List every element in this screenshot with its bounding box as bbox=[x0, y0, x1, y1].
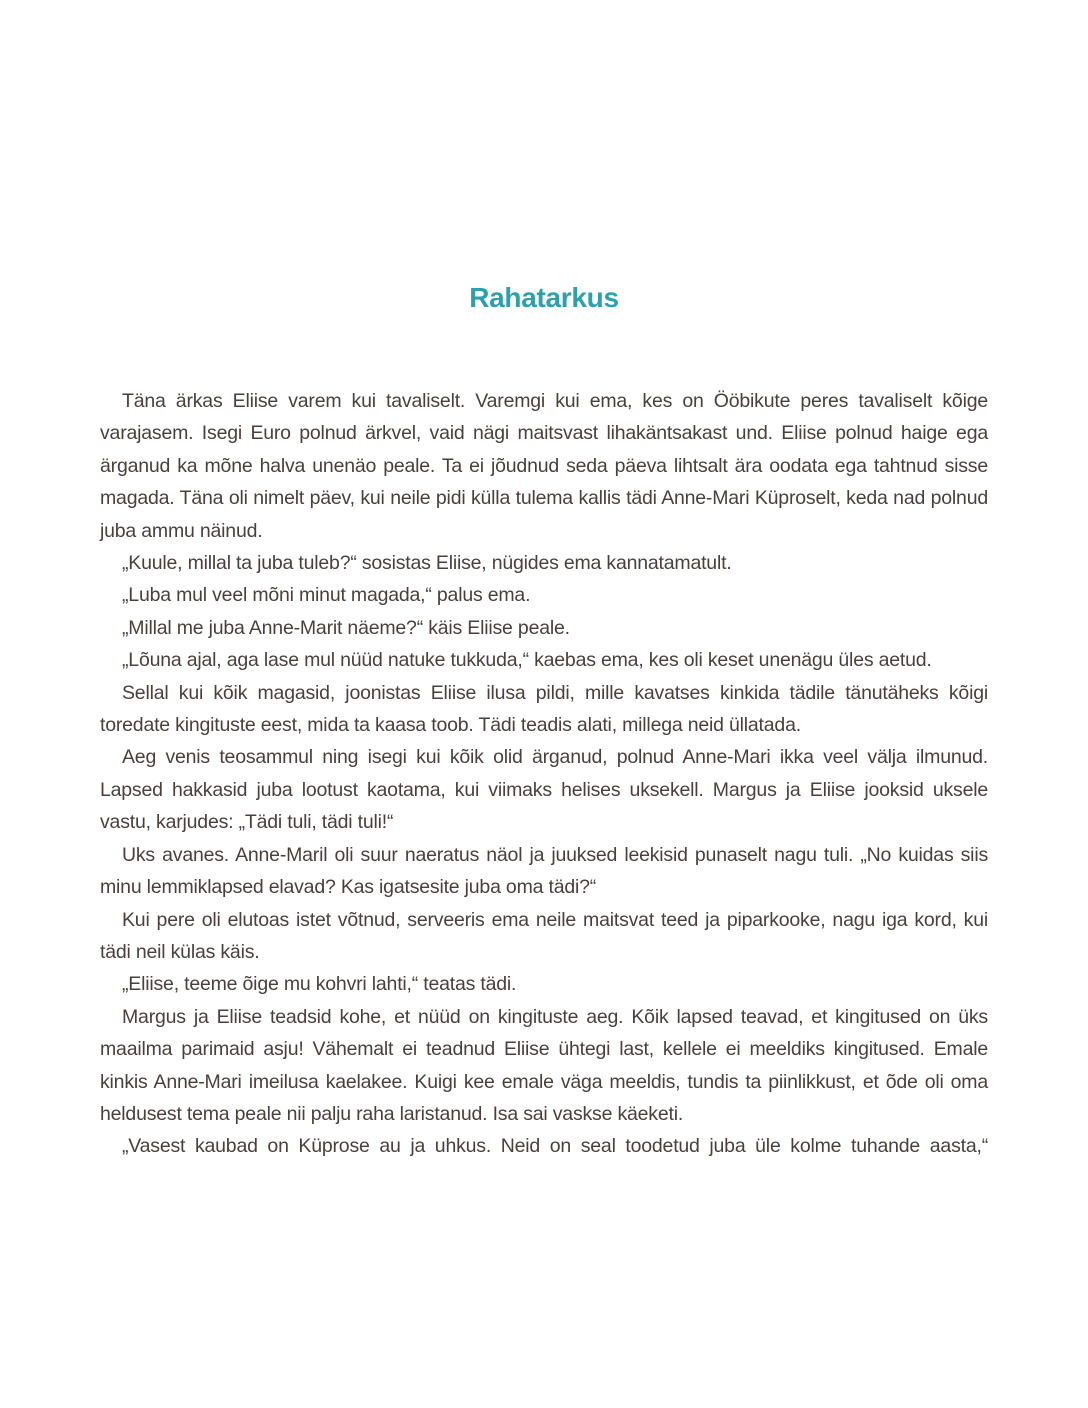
paragraph: Aeg venis teosammul ning isegi kui kõik olid ärganud, polnud Anne-Mari ikka veel välja ilmunud. Lapsed hakkasid juba lootust kaotama, kui viimaks helises uksekell. Margus ja Eliise jooksid uksele vastu, karjudes: „Tädi tuli, tädi tuli!“ bbox=[100, 746, 988, 834]
paragraph: „Kuule, millal ta juba tuleb?“ sosistas Eliise, nügides ema kannatamatult. bbox=[122, 552, 732, 575]
paragraph: „Eliise, teeme õige mu kohvri lahti,“ teatas tädi. bbox=[122, 973, 517, 996]
paragraph: Täna ärkas Eliise varem kui tavaliselt. Varemgi kui ema, kes on Ööbikute peres tavaliselt kõige varajasem. Isegi Euro polnud ärkvel, vaid nägi maitsvast lihakäntsakast und. Eliise polnud haige ega ärganud ka mõne halva unenäo peale. Ta ei jõudnud seda päeva lihtsalt ära oodata ega tahtnud sisse magada. Täna oli nimelt päev, kui neile pidi külla tulema kallis tädi Anne-Mari Küproselt, keda nad polnud juba ammu näinud. bbox=[100, 390, 988, 542]
paragraph: Kui pere oli elutoas istet võtnud, serveeris ema neile maitsvat teed ja piparkooke, nagu iga kord, kui tädi neil külas käis. bbox=[100, 908, 988, 963]
paragraph: „Millal me juba Anne-Marit näeme?“ käis Eliise peale. bbox=[122, 616, 570, 639]
paragraph: „Vasest kaubad on Küprose au ja uhkus. Neid on seal toodetud juba üle kolme tuhande aasta,“ bbox=[122, 1135, 988, 1158]
paragraph: „Luba mul veel mõni minut magada,“ palus ema. bbox=[122, 584, 531, 607]
paragraph: Margus ja Eliise teadsid kohe, et nüüd on kingituste aeg. Kõik lapsed teavad, et kingitused on üks maailma parimaid asju! Vähemalt ei teadnud Eliise ühtegi last, kellele ei meeldiks kingitused. Emale kinkis Anne-Mari imeilusa kaelakee. Kuigi kee emale väga meeldis, tundis ta piinlikkust, et õde oli oma heldusest tema peale nii palju raha laristanud. Isa sai vaskse käeketi. bbox=[100, 1005, 988, 1125]
paragraph: Uks avanes. Anne-Maril oli suur naeratus näol ja juuksed leekisid punaselt nagu tuli. „No kuidas siis minu lemmiklapsed elavad? Kas igatsesite juba oma tädi?“ bbox=[100, 843, 988, 899]
chapter-body bbox=[100, 385, 988, 1163]
chapter-title: Rahatarkus bbox=[469, 282, 619, 313]
paragraph: „Lõuna ajal, aga lase mul nüüd natuke tukkuda,“ kaebas ema, kes oli keset unenägu üles aetud. bbox=[122, 649, 932, 672]
paragraph: Sellal kui kõik magasid, joonistas Eliise ilusa pildi, mille kavatses kinkida tädile tänutäheks kõigi toredate kingituste eest, mida ta kaasa toob. Tädi teadis alati, millega neid üllatada. bbox=[100, 681, 988, 737]
